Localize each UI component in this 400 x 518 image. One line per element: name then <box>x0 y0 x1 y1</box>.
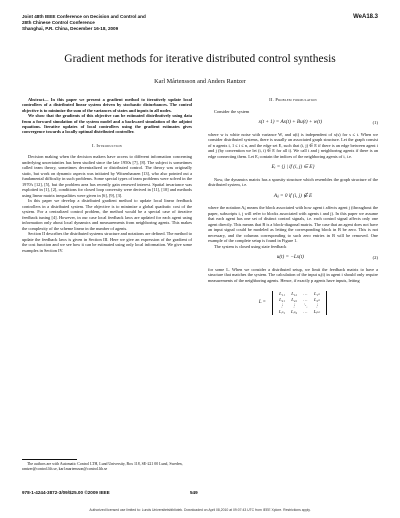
paper-id: WeA18.3 <box>353 14 378 20</box>
equation-2 <box>208 255 378 261</box>
footnote <box>22 462 192 472</box>
equation-2-number: (2) <box>372 255 378 260</box>
conference-line-1: Joint 48th IEEE Conference on Decision and Control and <box>22 14 146 19</box>
matrix-lhs: L = <box>258 300 266 306</box>
matrix-cell: ⋱ <box>303 303 308 308</box>
equation-1-expr: x(t + 1) = Ax(t) + Bu(t) + w(t) <box>258 119 323 125</box>
problem-paragraph-2: Now, the dynamics matrix has a sparsity structure which resembles the graph structure of the distributed system, i.e. <box>208 176 378 187</box>
left-column <box>22 97 192 253</box>
intro-paragraph-1: Decision making when the decision makers have access to different information concerning underlying uncertainties has been studied since the late 1950s [7], [8]. The subject is sometimes called team theory, sometimes decentralized or distributed control. The theory was originally static, but work on dynamic aspects was initiated by Witsenhausen [13], who also pointed out a fundamental difficulty in such problems. Some special types of team problems were solved in the 1970's [12], [5], but the problem area has recently gain renewed interest. Spatial invariance was exploited in [1], [2], conditions for closed loop convexity were derived in [11], [10] and methods using linear matrix inequalities were given in [6], [9], [3]. <box>22 154 192 198</box>
matrix-cell: ⋮ <box>279 303 285 308</box>
problem-paragraph-5: for some L. When we consider a distributed setup, we limit the feedback matrix to have a structure that matches the system. The calculation of the input uᵢ(t) in agent i should only require measurements of the neighboring agents. Hence, if exactly p agents have inputs, letting <box>208 266 378 283</box>
matrix-cell: … <box>303 291 308 296</box>
abstract-paragraph-1: Abstract— In this paper we present a gradient method to iteratively update local controllers of a distributed linear system driven by stochastic disturbances. The control objective is to minimize the sum of the variances of states and inputs in all nodes. <box>22 97 192 113</box>
footnote-rule <box>22 459 77 460</box>
problem-heading: II. Problem formulation <box>269 97 317 102</box>
matrix-cell: L₂₁ <box>279 297 285 302</box>
matrix-cell: ⋮ <box>291 303 297 308</box>
matrix-table <box>276 291 323 315</box>
paper-authors: Karl Mårtensson and Anders Rantzer <box>154 78 246 85</box>
conference-line-3: Shanghai, P.R. China, December 16-18, 2009 <box>22 26 119 31</box>
feedback-matrix <box>208 291 378 315</box>
matrix-brackets <box>272 291 327 315</box>
isbn-footer: 978-1-4244-3872-3/09/$25.00 ©2009 IEEE <box>22 490 110 495</box>
abstract <box>22 97 192 135</box>
equation-neighbors <box>208 165 378 171</box>
matrix-cell: … <box>303 309 308 314</box>
matrix-cell: L₂ₙ <box>313 297 320 302</box>
equation-2-expr: u(t) = −Lx(t) <box>276 254 304 260</box>
matrix-cell: Lₚ₂ <box>291 309 298 314</box>
intro-heading: I. Introduction <box>91 142 123 148</box>
matrix-row <box>276 309 323 315</box>
footnote-text: The authors are with Automatic Control LTH, Lund University, Box 118, SE-221 00 Lund, Sweden, rantzer@control.lth.se, karl.martensson@control.lth.se <box>22 462 183 471</box>
matrix-cell: Lₚₙ <box>313 309 321 314</box>
problem-consider: Consider the system <box>214 108 250 114</box>
problem-paragraph-4: The system is closed using state feedback <box>214 243 287 249</box>
matrix-cell: Lₚ₁ <box>278 309 286 314</box>
intro-paragraph-2: In this paper we develop a distributed gradient method to update local linear feedback controllers in a distributed system. The objective is to minimize a global quadratic cost of the system. For a centralized control problem, the method would be a special case of iterative feedback tuning [4]. However, in our case local feedback laws are updated for each agent using information only about local dynamics and measurements from neighboring agents. This makes the complexity of the scheme linear in the number of agents. <box>22 198 192 231</box>
matrix-cell: ⋮ <box>314 303 320 308</box>
page-number: 549 <box>190 490 198 495</box>
equation-1 <box>208 120 378 126</box>
paper-title: Gradient methods for iterative distributed control synthesis <box>64 53 336 65</box>
equation-sparsity <box>208 194 378 200</box>
equation-neighbors-expr: Eᵢ = {j | if (i, j) ∈ E} <box>271 164 315 170</box>
equation-sparsity-expr: Aᵢⱼ = 0 if (i, j) ∉ E <box>273 192 313 199</box>
conference-header <box>22 14 146 32</box>
intro-paragraph-3: Section II describes the distributed systems structure and notations are defined. The method to update the feedback laws is given in Section III. Here we give an expression of the gradient of the cost function and we see how it can be estimated using only local information. We give some examples in Section IV. <box>22 231 192 253</box>
authorized-use-notice: Authorized licensed use limited to: Lunds Universitetsbibliotek. Downloaded on April 08,2010 at 09:07:43 UTC from IEEE Xplore. Restrictions apply. <box>89 508 311 512</box>
problem-paragraph-3: where the notation Aᵢⱼ means the block associated with how agent i affects agent j (throughout the paper, subscripts i, j will refer to blocks associated with agents i and j). In this paper we assume that each agent has one set of distinct control signals, i.e. each control signal affects only one agent directly. This means that B is a block-diagonal matrix. The case that an agent does not have an input signal could be modeled as letting the corresponding block in B be zero. This is not necessary, and the columns corresponding to such zero entries in B will be removed. One example of the complete setup is found in Figure 1. <box>208 205 378 243</box>
equation-1-number: (1) <box>372 120 378 125</box>
conference-line-2: 28th Chinese Control Conference <box>22 20 95 25</box>
matrix-cell: L₁₂ <box>291 291 297 296</box>
problem-paragraph-1: where w is white noise with variance W, and u(t) is independent of x(s) for s ≤ t. When we consider distributed systems, there is usually an associated graph structure. Let the graph consist of n agents i, 1 ≤ i ≤ n, and the edge set E, such that (i, j) ∈ E if there is an edge between agent i and j (by convention we let (i, i) ∈ E for all i). We call i and j neighboring agents if there is an edge connecting them. Let Eᵢ contain the indices of the neighboring agents of i, i.e. <box>208 131 378 159</box>
matrix-cell: … <box>303 297 308 302</box>
matrix-cell: L₁ₙ <box>313 291 320 296</box>
right-column <box>208 97 378 315</box>
matrix-cell: L₂₂ <box>291 297 297 302</box>
matrix-cell: L₁₁ <box>279 291 285 296</box>
abstract-paragraph-2: We show that the gradients of this objective can be estimated distributively using data from a forward simulation of the system model and a backward simulation of the adjoint equations. Iterative updates of local controllers using the gradient estimates gives convergence towards a locally optimal distributed controller. <box>22 113 192 135</box>
